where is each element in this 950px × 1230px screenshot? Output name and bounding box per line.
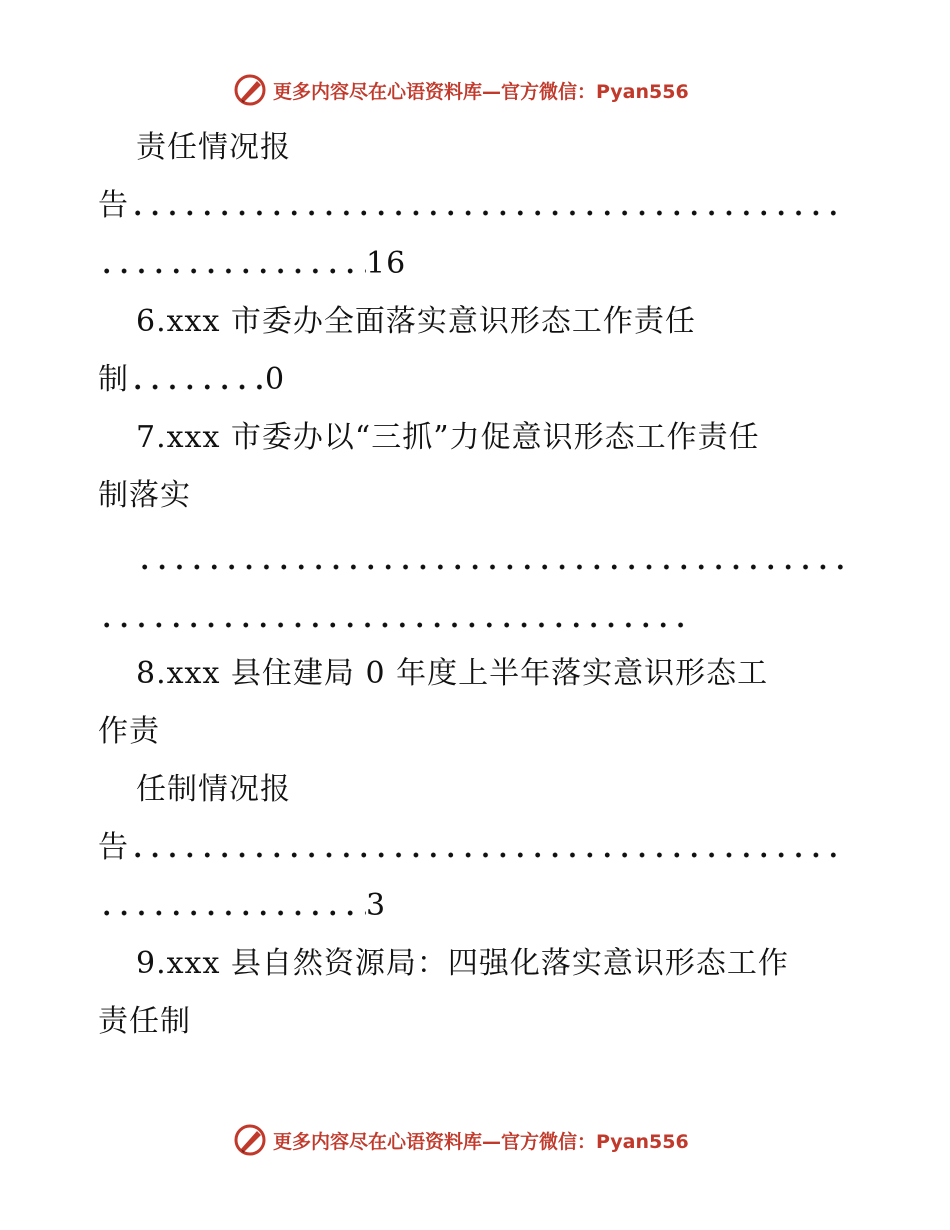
toc-line: 责任情况报 (136, 130, 291, 165)
page-number: 0 (265, 362, 286, 397)
dot-leader (129, 850, 843, 860)
pen-logo-icon (233, 1123, 267, 1157)
toc-line: 7.xxx 市委办以“三抓”力促意识形态工作责任 (136, 420, 760, 455)
toc-line: 责任制 (98, 1004, 191, 1039)
toc-line: 6.xxx 市委办全面落实意识形态工作责任 (136, 304, 696, 339)
footer-watermark (233, 1122, 689, 1158)
toc-line: 9.xxx 县自然资源局：四强化落实意识形态工作 (136, 946, 789, 981)
toc-line (98, 598, 686, 638)
toc-line: 告 (98, 186, 843, 226)
watermark-text: 更多内容尽在心语资料库—官方微信：Pyan556 (273, 1130, 689, 1153)
toc-line: 制 0 (98, 362, 286, 397)
dot-leader (98, 266, 366, 276)
dot-leader (98, 620, 686, 630)
page-number: 3 (366, 888, 387, 923)
watermark-text: 更多内容尽在心语资料库—官方微信：Pyan556 (273, 80, 689, 103)
toc-line: 告 (98, 828, 843, 868)
dot-leader (129, 208, 843, 218)
pen-logo-icon (233, 73, 267, 107)
toc-line: 制落实 (98, 478, 191, 513)
toc-line: 任制情况报 (136, 772, 291, 807)
toc-line (98, 244, 406, 284)
dot-leader (98, 908, 366, 918)
toc-line: 作责 (98, 714, 160, 749)
page-number: 16 (366, 246, 407, 281)
dot-leader (136, 562, 844, 572)
toc-line: 8.xxx 县住建局 0 年度上半年落实意识形态工 (136, 656, 769, 691)
dot-leader (129, 382, 265, 392)
toc-line (98, 886, 386, 926)
header-watermark (233, 72, 689, 108)
toc-line (136, 540, 844, 580)
